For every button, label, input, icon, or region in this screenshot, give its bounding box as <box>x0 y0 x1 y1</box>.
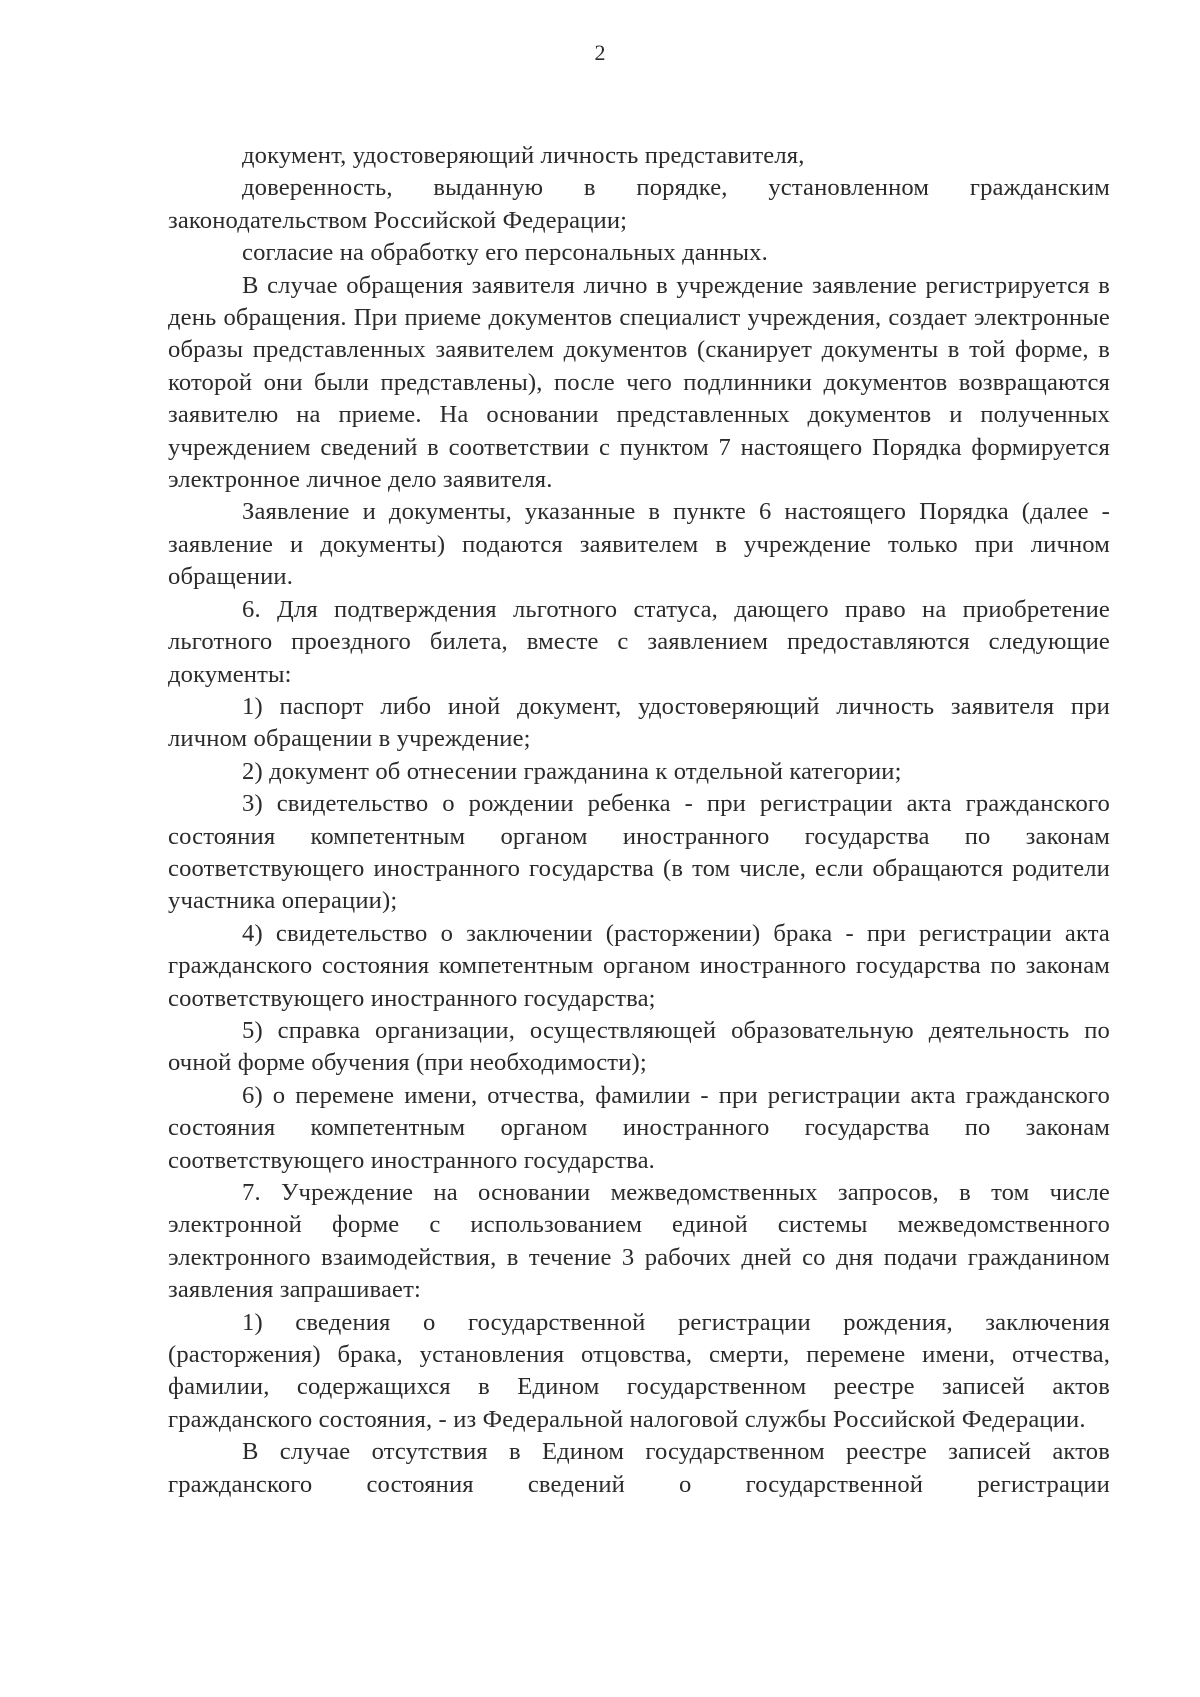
paragraph: 6) о перемене имени, отчества, фамилии - при регистрации акта гражданского состояния компетентным органом иностранного государства по законам соответствующего иностранного государства. <box>168 1081 1110 1174</box>
paragraph: 6. Для подтверждения льготного статуса, дающего право на приобретение льготного проездного билета, вместе с заявлением предоставляются следующие документы: <box>168 595 1110 688</box>
paragraph: 7. Учреждение на основании межведомственных запросов, в том числе электронной форме с использованием единой системы межведомственного электронного взаимодействия, в течение 3 рабочих дней со дня подачи гражданином заявления запрашивает: <box>168 1179 1110 1304</box>
paragraph: 5) справка организации, осуществляющей образовательную деятельность по очной форме обучения (при необходимости); <box>168 1016 1110 1077</box>
paragraph-continued: В случае отсутствия в Едином государственном реестре записей актов гражданского состояния сведений о государственной регистрации <box>168 1438 1110 1498</box>
paragraph: согласие на обработку его персональных данных. <box>242 239 768 267</box>
document-body <box>168 140 1110 1501</box>
paragraph: доверенность, выданную в порядке, установленном гражданским законодательством Российской Федерации; <box>168 174 1110 234</box>
paragraph: 4) свидетельство о заключении (расторжении) брака - при регистрации акта гражданского состояния компетентным органом иностранного государства по законам соответствующего иностранного государства; <box>168 919 1110 1012</box>
paragraph: 1) паспорт либо иной документ, удостоверяющий личность заявителя при личном обращении в учреждение; <box>168 692 1110 753</box>
paragraph: документ, удостоверяющий личность представителя, <box>242 142 805 169</box>
paragraph: Заявление и документы, указанные в пункте 6 настоящего Порядка (далее - заявление и документы) подаются заявителем в учреждение только при личном обращении. <box>168 498 1110 591</box>
paragraph: 3) свидетельство о рождении ребенка - при регистрации акта гражданского состояния компетентным органом иностранного государства по законам соответствующего иностранного государства (в том числе, если обращаются родители участника операции); <box>168 790 1110 915</box>
paragraph: 1) сведения о государственной регистрации рождения, заключения (расторжения) брака, установления отцовства, смерти, перемене имени, отчества, фамилии, содержащихся в Едином государственном реестре записей актов гражданского состояния, - из Федеральной налоговой службы Российской Федерации. <box>168 1308 1110 1433</box>
paragraph: В случае обращения заявителя лично в учреждение заявление регистрируется в день обращения. При приеме документов специалист учреждения, создает электронные образы представленных заявителем документов (сканирует документы в той форме, в которой они были представлены), после чего подлинники документов возвращаются заявителю на приеме. На основании представленных документов и полученных учреждением сведений в соответствии с пунктом 7 настоящего Порядка формируется электронное личное дело заявителя. <box>168 271 1110 494</box>
paragraph: 2) документ об отнесении гражданина к отдельной категории; <box>242 757 902 785</box>
page-number: 2 <box>594 40 606 65</box>
